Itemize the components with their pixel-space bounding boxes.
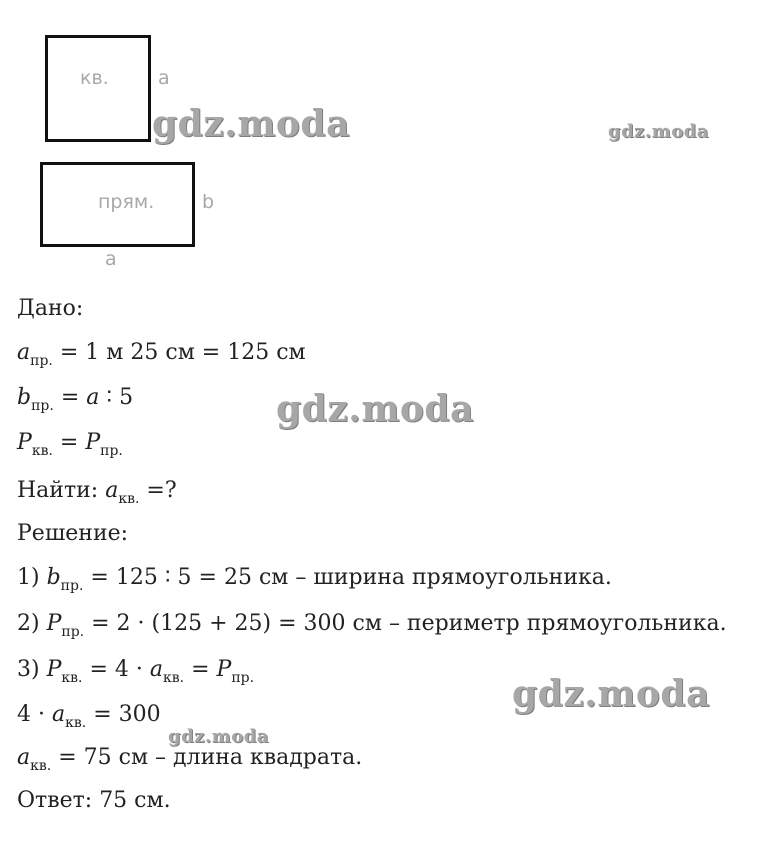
solution-step-4: $4 \cdot a_{кв.} = 300$ xyxy=(17,702,161,731)
solution-step-5: $a_{кв.} = 75$ см – длина квадрата. xyxy=(17,745,363,774)
given-line-2: $b_{пр.} = a$ ∶ 5 xyxy=(17,385,134,414)
solution-step-3: 3) $P_{кв.} = 4 \cdot a_{кв.} = P_{пр.}$ xyxy=(17,657,255,686)
watermark-logo: gdz.moda xyxy=(152,103,350,145)
watermark-logo: gdz.moda xyxy=(512,673,710,715)
given-line-3: $P_{кв.} = P_{пр.}$ xyxy=(17,430,123,459)
answer-line: Ответ: 75 см. xyxy=(17,788,171,813)
solution-step-2: 2) $P_{пр.} = 2 \cdot (125 + 25) = 300$ см – периметр прямоугольника. xyxy=(17,611,727,640)
find-line: Найти: $a_{кв.}$ =? xyxy=(17,478,177,507)
solution-step-1: 1) $b_{пр.} = 125$ ∶ 5 = 25 см – ширина прямоугольника. xyxy=(17,565,612,594)
given-heading: Дано: xyxy=(17,296,84,321)
square-side-label: a xyxy=(158,67,170,89)
given-line-1: $a_{пр.} = 1$ м 25 см = 125 см xyxy=(17,340,306,369)
rectangle-side-a-label: a xyxy=(105,248,117,270)
square-label: кв. xyxy=(80,67,109,89)
watermark-logo: gdz.moda xyxy=(608,121,709,142)
watermark-logo: gdz.moda xyxy=(168,726,269,747)
watermark-logo: gdz.moda xyxy=(276,388,474,430)
solution-heading: Решение: xyxy=(17,521,129,546)
rectangle-label: прям. xyxy=(98,191,155,213)
rectangle-side-b-label: b xyxy=(202,191,215,213)
